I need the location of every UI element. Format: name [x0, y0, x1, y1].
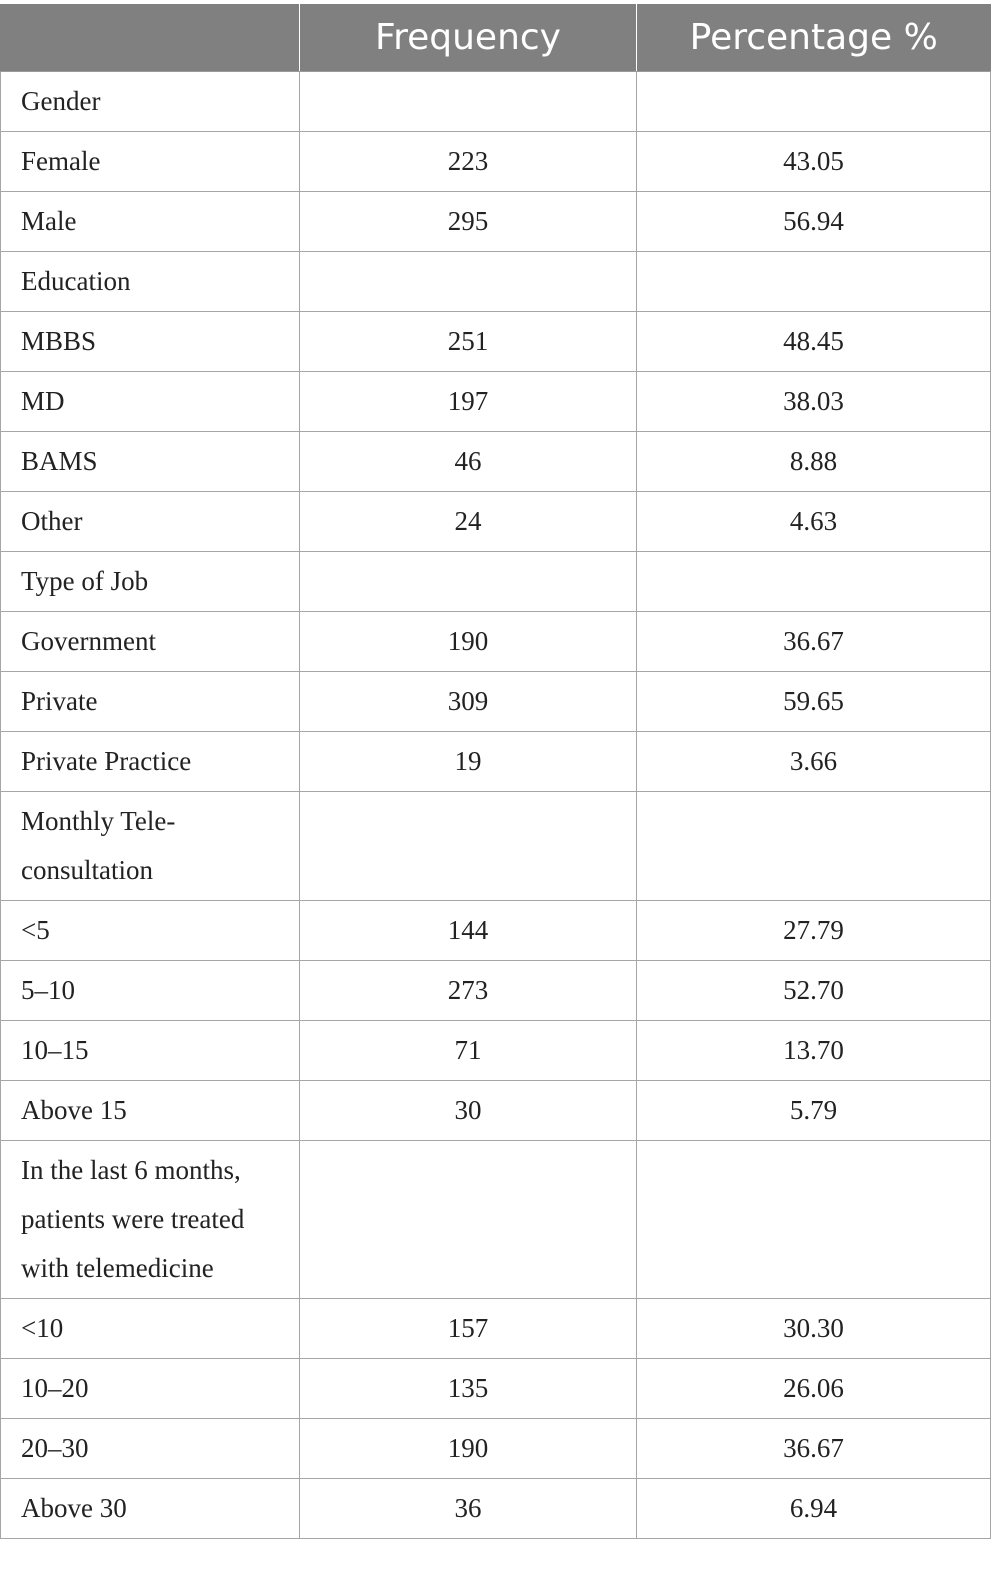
table-row [1, 901, 991, 961]
table-row [1, 372, 991, 432]
row-percentage: 27.79 [637, 901, 991, 961]
table-row [1, 552, 991, 612]
row-label: Private Practice [1, 732, 300, 792]
table-row [1, 1021, 991, 1081]
table-row [1, 72, 991, 132]
row-label: Female [1, 132, 300, 192]
row-percentage [637, 252, 991, 312]
table-row [1, 1081, 991, 1141]
row-percentage: 43.05 [637, 132, 991, 192]
table-row [1, 1299, 991, 1359]
table-row [1, 1479, 991, 1539]
table-row [1, 792, 991, 901]
row-frequency: 273 [300, 961, 637, 1021]
row-frequency [300, 1141, 637, 1299]
row-frequency [300, 552, 637, 612]
table-row [1, 1359, 991, 1419]
row-percentage: 26.06 [637, 1359, 991, 1419]
row-frequency: 19 [300, 732, 637, 792]
table-row [1, 672, 991, 732]
row-frequency: 30 [300, 1081, 637, 1141]
row-percentage: 36.67 [637, 612, 991, 672]
row-percentage: 6.94 [637, 1479, 991, 1539]
table-row [1, 732, 991, 792]
row-frequency: 223 [300, 132, 637, 192]
table-row [1, 612, 991, 672]
row-percentage [637, 792, 991, 901]
header-frequency: Frequency [300, 4, 637, 72]
table-row [1, 192, 991, 252]
header-row [1, 4, 991, 72]
row-frequency: 46 [300, 432, 637, 492]
row-percentage [637, 72, 991, 132]
row-label: <5 [1, 901, 300, 961]
row-frequency: 190 [300, 1419, 637, 1479]
row-frequency: 309 [300, 672, 637, 732]
table-row [1, 961, 991, 1021]
row-label: Private [1, 672, 300, 732]
table-header [1, 4, 991, 72]
row-frequency: 135 [300, 1359, 637, 1419]
table-row [1, 312, 991, 372]
row-label: 20–30 [1, 1419, 300, 1479]
row-percentage: 30.30 [637, 1299, 991, 1359]
row-label: BAMS [1, 432, 300, 492]
row-frequency: 251 [300, 312, 637, 372]
header-label-column [1, 4, 300, 72]
row-label: Other [1, 492, 300, 552]
row-frequency [300, 252, 637, 312]
row-frequency [300, 792, 637, 901]
row-frequency: 295 [300, 192, 637, 252]
frequency-table [0, 4, 991, 1539]
row-label: MD [1, 372, 300, 432]
row-label: Monthly Tele-consultation [1, 792, 300, 901]
row-label: Type of Job [1, 552, 300, 612]
table-row [1, 492, 991, 552]
row-label: 10–15 [1, 1021, 300, 1081]
row-percentage: 48.45 [637, 312, 991, 372]
row-frequency: 144 [300, 901, 637, 961]
table-row [1, 432, 991, 492]
row-percentage: 3.66 [637, 732, 991, 792]
row-label: <10 [1, 1299, 300, 1359]
table-body [1, 72, 991, 1539]
row-percentage: 52.70 [637, 961, 991, 1021]
header-percentage: Percentage % [637, 4, 991, 72]
row-percentage: 13.70 [637, 1021, 991, 1081]
table-row [1, 252, 991, 312]
row-label: Government [1, 612, 300, 672]
row-percentage: 8.88 [637, 432, 991, 492]
row-label: Male [1, 192, 300, 252]
row-frequency: 157 [300, 1299, 637, 1359]
row-frequency [300, 72, 637, 132]
row-frequency: 71 [300, 1021, 637, 1081]
row-frequency: 197 [300, 372, 637, 432]
row-percentage: 5.79 [637, 1081, 991, 1141]
row-label: Gender [1, 72, 300, 132]
table-row [1, 132, 991, 192]
row-percentage: 4.63 [637, 492, 991, 552]
row-label: 5–10 [1, 961, 300, 1021]
row-label: 10–20 [1, 1359, 300, 1419]
row-percentage: 59.65 [637, 672, 991, 732]
row-label: Above 15 [1, 1081, 300, 1141]
table-row [1, 1141, 991, 1299]
row-frequency: 24 [300, 492, 637, 552]
row-label: Education [1, 252, 300, 312]
row-percentage: 56.94 [637, 192, 991, 252]
row-percentage [637, 1141, 991, 1299]
row-percentage [637, 552, 991, 612]
row-label: In the last 6 months, patients were treated with telemedicine [1, 1141, 300, 1299]
row-percentage: 36.67 [637, 1419, 991, 1479]
data-table-container [0, 4, 990, 1539]
row-frequency: 36 [300, 1479, 637, 1539]
table-row [1, 1419, 991, 1479]
row-percentage: 38.03 [637, 372, 991, 432]
row-frequency: 190 [300, 612, 637, 672]
row-label: MBBS [1, 312, 300, 372]
row-label: Above 30 [1, 1479, 300, 1539]
